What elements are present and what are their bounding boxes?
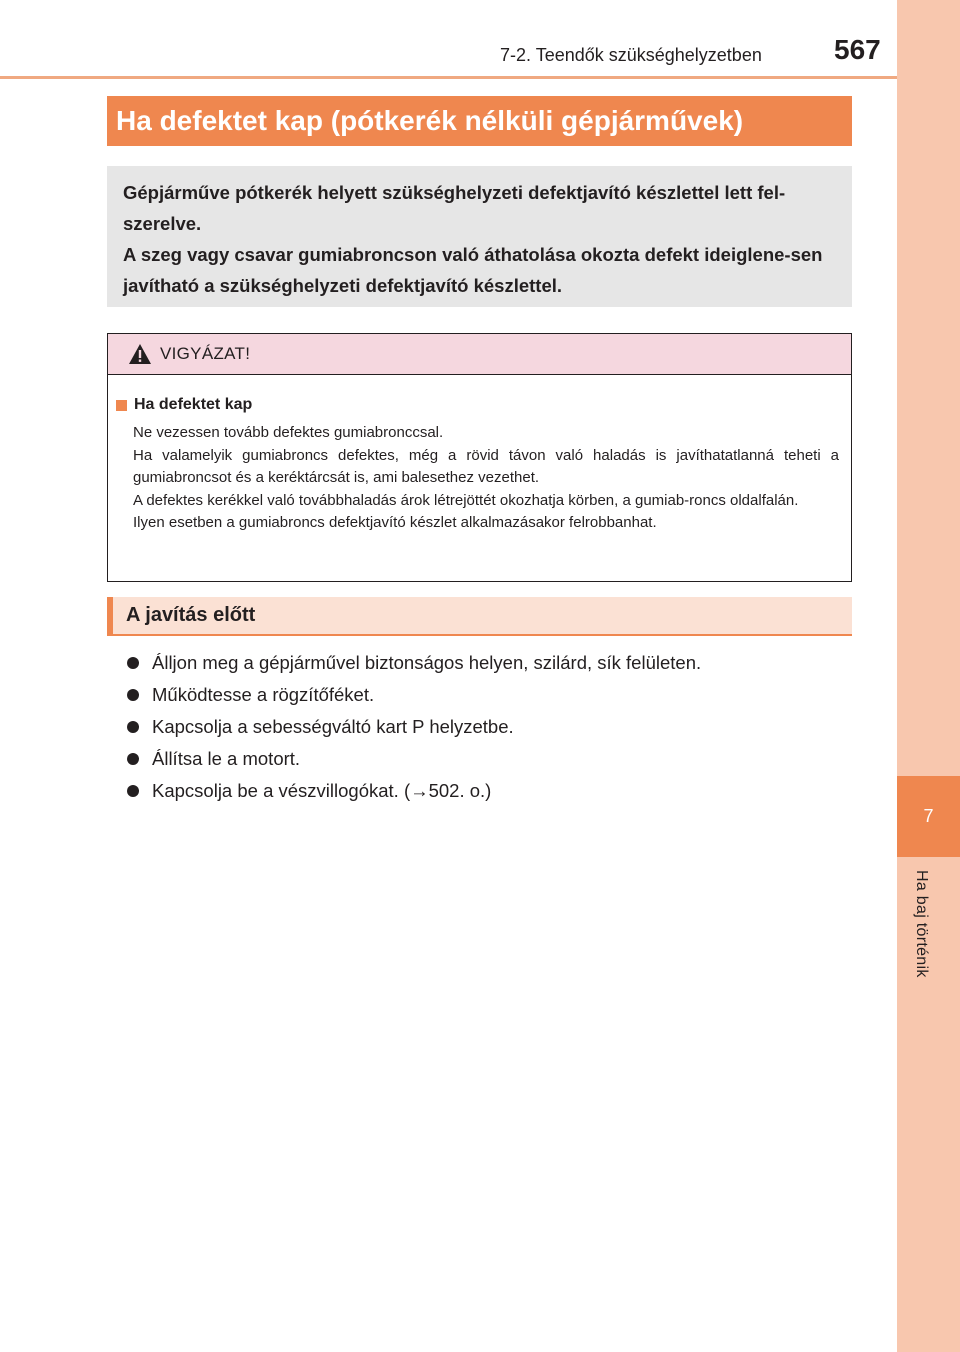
list-item	[127, 647, 847, 679]
caution-title: VIGYÁZAT!	[160, 344, 251, 363]
list-item	[127, 775, 847, 807]
list-item-text[interactable]: Kapcsolja be a vészvillogókat. (→502. o.)	[152, 780, 492, 801]
bullet-icon	[127, 657, 139, 669]
running-header-section: 7-2. Teendők szükséghelyzetben	[500, 45, 762, 65]
list-item	[127, 679, 847, 711]
intro-paragraph: Gépjárműve pótkerék helyett szükséghelyzeti defektjavító készlettel lett fel-szerelve.	[123, 182, 786, 234]
list-item-text: Állítsa le a motort.	[152, 748, 301, 769]
page-number: 567	[834, 34, 881, 65]
orange-square-icon	[116, 400, 127, 411]
warning-icon	[128, 343, 152, 365]
caution-line: Ha valamelyik gumiabroncs defektes, még a rövid távon való haladás is javíthatatlanná teheti a gumiabroncsot és a keréktárcsát is, ami balesethez vezethet.	[133, 446, 839, 486]
list-item	[127, 743, 847, 775]
caution-body	[133, 422, 839, 535]
intro-box	[107, 166, 852, 307]
caution-line: Ilyen esetben a gumiabroncs defektjavító készlet alkalmazásakor felrobbanhat.	[133, 514, 657, 531]
checklist	[127, 647, 847, 807]
list-item-text: Kapcsolja a sebességváltó kart P helyzetbe.	[152, 716, 514, 737]
header-divider	[0, 76, 897, 79]
list-item	[127, 711, 847, 743]
caution-header	[108, 334, 851, 375]
chapter-title: Ha baj történik	[913, 870, 930, 978]
list-item-text: Működtesse a rögzítőféket.	[152, 684, 375, 705]
caution-box	[107, 333, 852, 582]
list-item-text: Álljon meg a gépjárművel biztonságos helyen, szilárd, sík felületen.	[152, 652, 702, 673]
bullet-icon	[127, 689, 139, 701]
bullet-icon	[127, 753, 139, 765]
bullet-icon	[127, 721, 139, 733]
page-title: Ha defektet kap (pótkerék nélküli gépjárművek)	[107, 96, 852, 146]
chapter-sidebar	[897, 0, 960, 1352]
bullet-icon	[127, 785, 139, 797]
chapter-number-tab[interactable]: 7	[897, 776, 960, 857]
intro-paragraph: A szeg vagy csavar gumiabroncson való áthatolása okozta defekt ideiglene-sen javítható a szükséghelyzeti defektjavító készlettel.	[123, 244, 823, 296]
section-heading: A javítás előtt	[107, 597, 852, 636]
caution-line: A defektes kerékkel való továbbhaladás árok létrejöttét okozhatja körben, a gumiab-roncs oldalfalán.	[133, 491, 799, 509]
caution-line: Ne vezessen tovább defektes gumiabronccsal.	[133, 424, 444, 441]
caution-subtitle-text: Ha defektet kap	[134, 396, 253, 413]
caution-subtitle	[116, 396, 252, 414]
